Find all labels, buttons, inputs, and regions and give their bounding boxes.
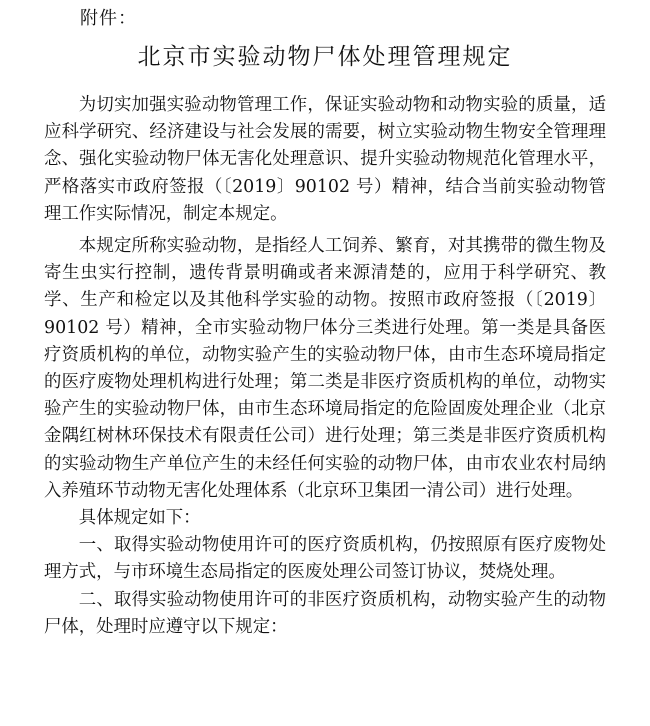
paragraph-intro-rules: 具体规定如下： <box>78 508 201 529</box>
attachment-label: 附件： <box>80 8 137 29</box>
paragraph-rule-1: 一、取得实验动物使用许可的医疗资质机构，仍按照原有医疗废物处理方式，与市环境生态局指定的医废处理公司签订协议，焚烧处理。 <box>44 535 606 583</box>
document-title: 北京市实验动物尸体处理管理规定 <box>137 44 513 70</box>
paragraph-rule-2: 二、取得实验动物使用许可的非医疗资质机构，动物实验产生的动物尸体，处理时应遵守以下规定： <box>44 589 606 637</box>
paragraph-definition: 本规定所称实验动物，是指经人工饲养、繁育，对其携带的微生物及寄生虫实行控制，遗传背景明确或者来源清楚的，应用于科学研究、教学、生产和检定以及其他科学实验的动物。按照市政府签报（〔2019〕90102 号）精神，全市实验动物尸体分三类进行处理。第一类是具备医疗资质机构的单位，动物实验产生的实验动物尸体，由市生态环境局指定的医疗废物处理机构进行处理；第二类是非医疗资质机构的单位，动物实验产生的实验动物尸体，由市生态环境局指定的危险固废处理企业（北京金隅红树林环保技术有限责任公司）进行处理；第三类是非医疗资质机构的实验动物生产单位产生的未经任何实验的动物尸体，由市农业农村局纳入养殖环节动物无害化处理体系（北京环卫集团一清公司）进行处理。 <box>44 236 606 501</box>
paragraph-preamble: 为切实加强实验动物管理工作，保证实验动物和动物实验的质量，适应科学研究、经济建设与社会发展的需要，树立实验动物生物安全管理理念、强化实验动物尸体无害化处理意识、提升实验动物规范化管理水平，严格落实市政府签报（〔2019〕90102 号）精神，结合当前实验动物管理工作实际情况，制定本规定。 <box>44 95 606 224</box>
